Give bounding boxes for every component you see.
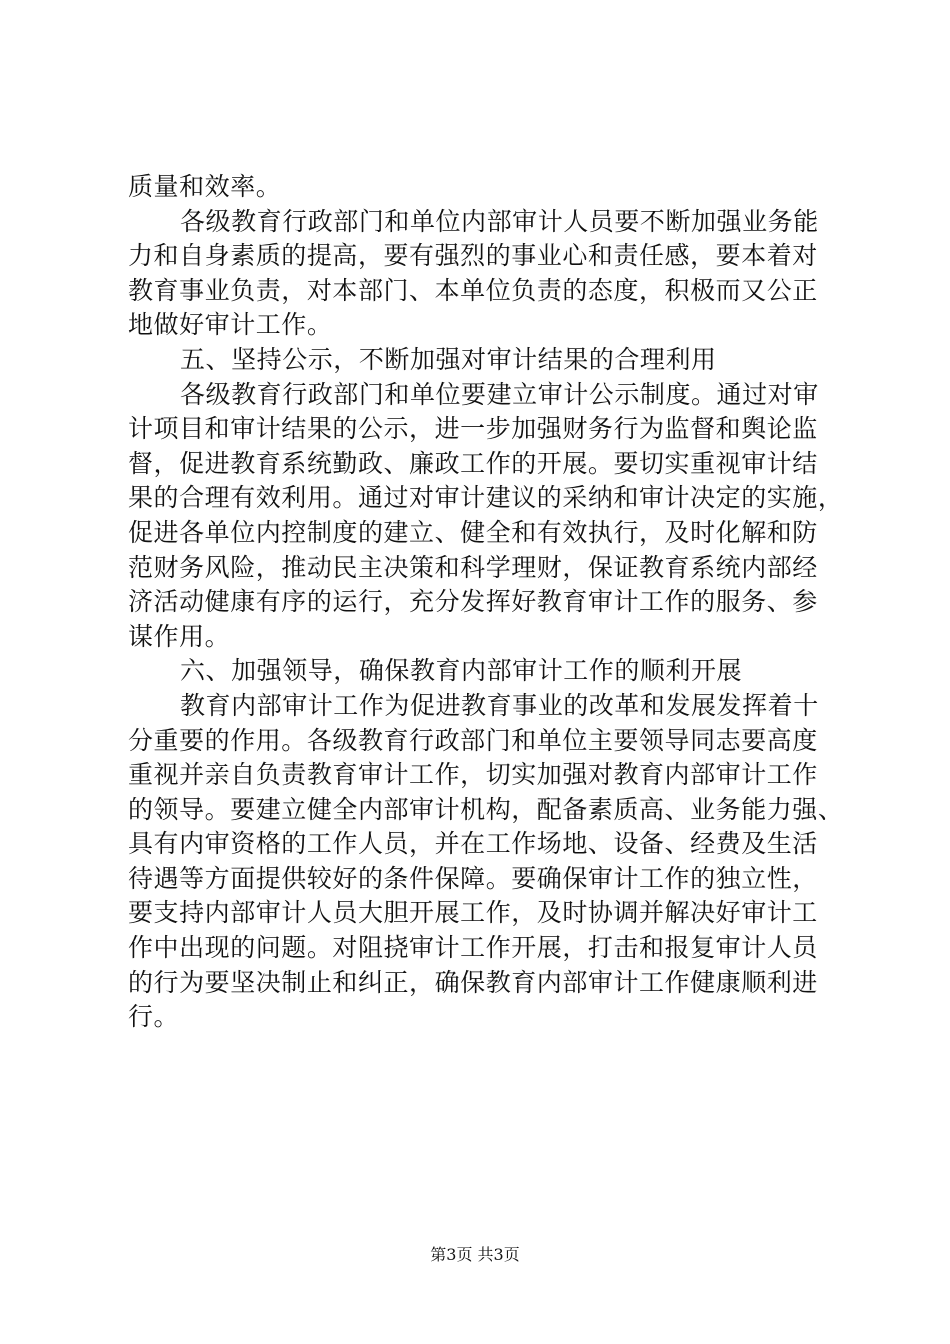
body-line: 地做好审计工作。 — [128, 310, 333, 340]
body-line: 作中出现的问题。对阻挠审计工作开展，打击和报复审计人员 — [128, 933, 818, 963]
body-line: 计项目和审计结果的公示，进一步加强财务行为监督和舆论监 — [128, 414, 818, 444]
paragraph-line: 各级教育行政部门和单位内部审计人员要不断加强业务能 — [180, 206, 819, 236]
body-line: 待遇等方面提供较好的条件保障。要确保审计工作的独立性， — [128, 863, 818, 893]
body-line: 具有内审资格的工作人员，并在工作场地、设备、经费及生活 — [128, 829, 818, 859]
body-line: 谋作用。 — [128, 621, 231, 651]
body-line: 力和自身素质的提高，要有强烈的事业心和责任感，要本着对 — [128, 241, 818, 271]
body-line: 教育事业负责，对本部门、本单位负责的态度，积极而又公正 — [128, 275, 818, 305]
page-number-footer: 第3页 共3页 — [430, 1245, 520, 1264]
body-line: 分重要的作用。各级教育行政部门和单位主要领导同志要高度 — [128, 725, 818, 755]
paragraph-line: 教育内部审计工作为促进教育事业的改革和发展发挥着十 — [180, 690, 819, 720]
body-line: 要支持内部审计人员大胆开展工作，及时协调并解决好审计工 — [128, 898, 818, 928]
body-line: 果的合理有效利用。通过对审计建议的采纳和审计决定的实施， — [128, 483, 844, 513]
document-body — [128, 170, 848, 1035]
section-heading-6: 六、加强领导，确保教育内部审计工作的顺利开展 — [180, 656, 743, 686]
body-line: 重视并亲自负责教育审计工作，切实加强对教育内部审计工作 — [128, 760, 818, 790]
body-line: 行。 — [128, 1002, 180, 1032]
paragraph-line: 各级教育行政部门和单位要建立审计公示制度。通过对审 — [180, 379, 819, 409]
body-line: 的行为要坚决制止和纠正，确保教育内部审计工作健康顺利进 — [128, 967, 818, 997]
body-line: 促进各单位内控制度的建立、健全和有效执行，及时化解和防 — [128, 517, 818, 547]
body-line: 范财务风险，推动民主决策和科学理财，保证教育系统内部经 — [128, 552, 818, 582]
body-line: 质量和效率。 — [128, 172, 282, 201]
body-line: 济活动健康有序的运行，充分发挥好教育审计工作的服务、参 — [128, 587, 818, 617]
body-line: 的领导。要建立健全内部审计机构，配备素质高、业务能力强、 — [128, 794, 844, 824]
section-heading-5: 五、坚持公示，不断加强对审计结果的合理利用 — [180, 344, 717, 374]
body-line: 督，促进教育系统勤政、廉政工作的开展。要切实重视审计结 — [128, 448, 818, 478]
